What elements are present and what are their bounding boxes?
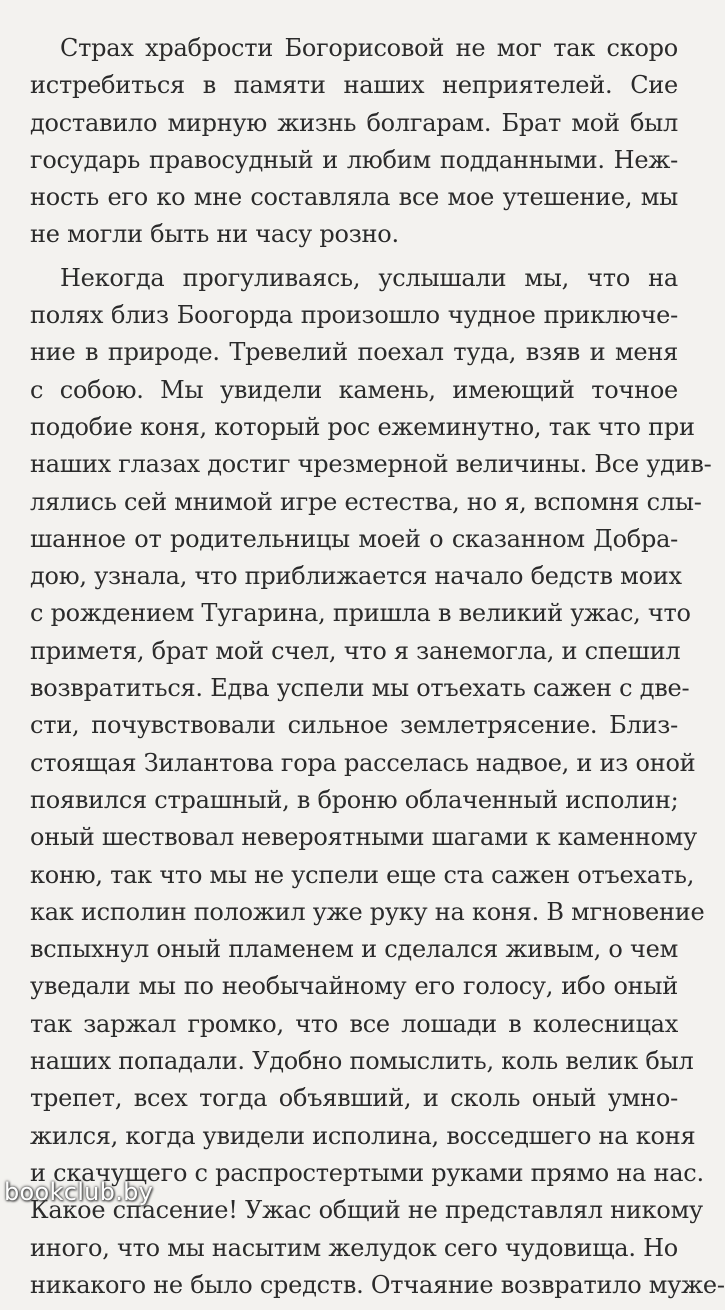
- text-line: стоящая Зилантова гора расселась надвое, и из оной: [30, 748, 696, 777]
- text-line: коню, так что мы не успели еще ста сажен отъехать,: [30, 860, 695, 889]
- text-line: с собою. Мы увидели камень, имеющий точное: [30, 375, 678, 404]
- text-line: вспыхнул оный пламенем и сделался живым, о чем: [30, 935, 678, 964]
- text-line: лялись сей мнимой игре естества, но я, вспомня слы-: [30, 487, 702, 516]
- text-line: ние в природе. Тревелий поехал туда, взяв и меня: [30, 338, 678, 367]
- text-line: не могли быть ни часу розно.: [30, 220, 399, 249]
- text-line: как исполин положил уже руку на коня. В мгновение: [30, 897, 705, 926]
- text-line: истребиться в памяти наших неприятелей. Сие: [30, 71, 678, 100]
- text-line: Некогда прогуливаясь, услышали мы, что на: [60, 263, 678, 292]
- text-line: так заржал громко, что все лошади в колесницах: [30, 1009, 678, 1038]
- text-line: никакого не было средств. Отчаяние возвратило муже-: [30, 1270, 725, 1299]
- body-text: [30, 30, 725, 1310]
- text-line: сти, почувствовали сильное землетрясение. Близ-: [30, 711, 678, 740]
- text-line: иного, что мы насытим желудок сего чудовища. Но: [30, 1233, 678, 1262]
- text-line: уведали мы по необычайному его голосу, ибо оный: [30, 972, 678, 1001]
- text-line: наших глазах достиг чрезмерной величины. Все удив-: [30, 450, 712, 479]
- text-line: и скачущего с распростертыми руками прямо на нас.: [30, 1158, 704, 1187]
- text-line: полях близ Боогорда произошло чудное приключе-: [30, 301, 678, 330]
- text-line: подобие коня, который рос ежеминутно, так что при: [30, 412, 695, 441]
- text-line: жился, когда увидели исполина, восседшего на коня: [30, 1121, 696, 1150]
- paragraph-2: [30, 260, 725, 1304]
- text-line: Какое спасение! Ужас общий не представлял никому: [30, 1196, 703, 1225]
- text-line: шанное от родительницы моей о сказанном Добра-: [30, 524, 678, 553]
- text-line: появился страшный, в броню облаченный исполин;: [30, 785, 679, 814]
- text-line: приметя, брат мой счел, что я занемогла, и спешил: [30, 636, 681, 665]
- text-line: возвратиться. Едва успели мы отъехать сажен с две-: [30, 674, 690, 703]
- text-line: государь правосудный и любим подданными. Неж-: [30, 145, 678, 174]
- text-line: наших попадали. Удобно помыслить, коль велик был: [30, 1047, 694, 1076]
- text-line: Страх храбрости Богорисовой не мог так скоро: [60, 34, 678, 62]
- paragraph-1: [30, 30, 678, 254]
- text-line: оный шествовал невероятными шагами к каменному: [30, 823, 697, 852]
- text-line: с рождением Тугарина, пришла в великий ужас, что: [30, 599, 691, 628]
- text-line: трепет, всех тогда объявший, и сколь оный умно-: [30, 1084, 678, 1113]
- watermark: bookclub.by: [4, 1178, 154, 1206]
- text-line: доставило мирную жизнь болгарам. Брат мой был: [30, 108, 678, 137]
- text-line: дою, узнала, что приближается начало бедств моих: [30, 562, 682, 591]
- text-line: ность его ко мне составляла все мое утешение, мы: [30, 183, 678, 212]
